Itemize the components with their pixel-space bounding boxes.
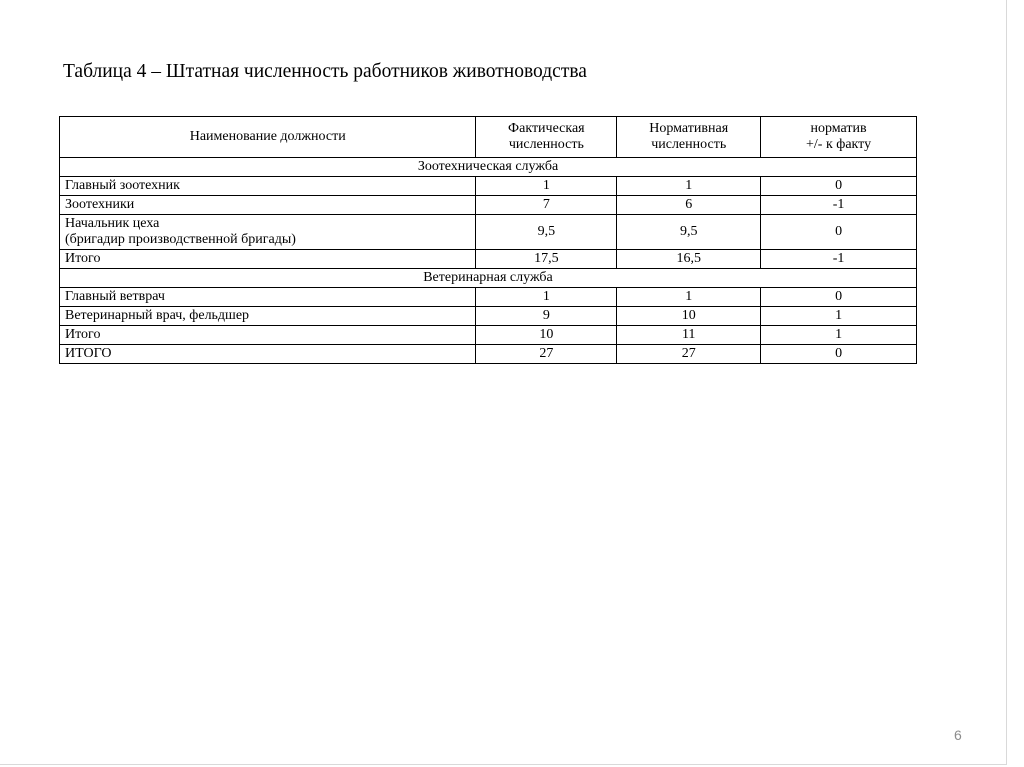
difference-value: 0 — [761, 177, 917, 196]
header-normative-line-1: Нормативная — [649, 121, 729, 136]
normative-value: 11 — [617, 326, 761, 345]
header-normative — [617, 117, 761, 158]
position-name: Итого — [60, 250, 476, 269]
position-name: Итого — [60, 326, 476, 345]
grand-total-normative: 27 — [617, 345, 761, 364]
table-row — [60, 288, 917, 307]
header-actual-line-1: Фактическая — [508, 121, 585, 136]
table-row — [60, 326, 917, 345]
grand-total-actual: 27 — [476, 345, 617, 364]
normative-value: 16,5 — [617, 250, 761, 269]
actual-value: 10 — [476, 326, 617, 345]
normative-value: 1 — [617, 288, 761, 307]
table-row — [60, 177, 917, 196]
actual-value: 1 — [476, 288, 617, 307]
header-normative-line-2: численность — [651, 137, 727, 152]
page-number: 6 — [954, 727, 962, 743]
difference-value: -1 — [761, 250, 917, 269]
position-name — [60, 215, 476, 250]
header-difference-line-2: +/- к факту — [806, 137, 872, 152]
header-actual — [476, 117, 617, 158]
header-difference-line-1: норматив — [810, 121, 867, 136]
difference-value: 1 — [761, 326, 917, 345]
difference-value: 1 — [761, 307, 917, 326]
section-title: Зоотехническая служба — [60, 158, 917, 177]
actual-value: 9,5 — [476, 215, 617, 250]
header-difference — [761, 117, 917, 158]
difference-value: -1 — [761, 196, 917, 215]
staffing-table — [59, 116, 917, 364]
actual-value: 7 — [476, 196, 617, 215]
normative-value: 10 — [617, 307, 761, 326]
table-row — [60, 307, 917, 326]
actual-value: 1 — [476, 177, 617, 196]
position-name: Ветеринарный врач, фельдшер — [60, 307, 476, 326]
position-name: Зоотехники — [60, 196, 476, 215]
table-row — [60, 250, 917, 269]
position-name: Главный зоотехник — [60, 177, 476, 196]
section-row — [60, 158, 917, 177]
header-actual-line-2: численность — [508, 137, 584, 152]
table-row — [60, 196, 917, 215]
normative-value: 6 — [617, 196, 761, 215]
position-name-line-1: Начальник цеха — [65, 216, 160, 231]
position-name-line-2: (бригадир производственной бригады) — [65, 232, 296, 247]
normative-value: 1 — [617, 177, 761, 196]
normative-value: 9,5 — [617, 215, 761, 250]
difference-value: 0 — [761, 288, 917, 307]
table-row — [60, 215, 917, 250]
difference-value: 0 — [761, 215, 917, 250]
position-name: Главный ветврач — [60, 288, 476, 307]
actual-value: 9 — [476, 307, 617, 326]
header-position: Наименование должности — [60, 117, 476, 158]
section-title: Ветеринарная служба — [60, 269, 917, 288]
actual-value: 17,5 — [476, 250, 617, 269]
grand-total-label: ИТОГО — [60, 345, 476, 364]
grand-total-row — [60, 345, 917, 364]
table-caption: Таблица 4 – Штатная численность работников животноводства — [63, 61, 587, 82]
section-row — [60, 269, 917, 288]
header-row — [60, 117, 917, 158]
grand-total-difference: 0 — [761, 345, 917, 364]
